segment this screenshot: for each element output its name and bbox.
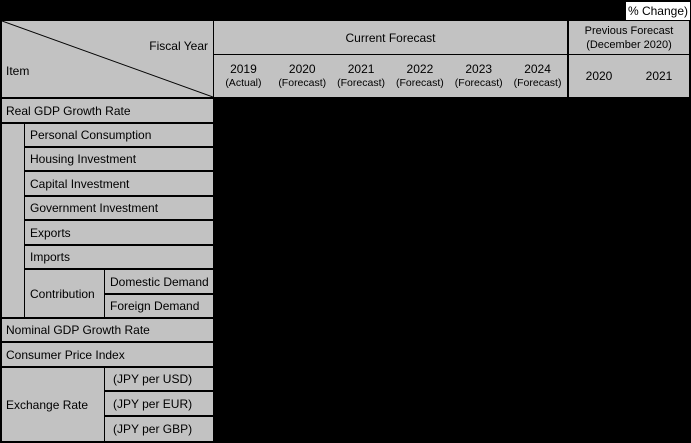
row-real-gdp-growth-rate: Real GDP Growth Rate <box>2 99 213 122</box>
previous-forecast-years-row <box>569 55 689 97</box>
year-type-label: (Actual) <box>225 77 262 89</box>
year-label: 2019 <box>230 62 257 76</box>
row-government-investment: Government Investment <box>25 197 213 219</box>
year-column-2019 <box>214 62 273 90</box>
year-label: 2021 <box>347 62 375 76</box>
row-imports: Imports <box>25 246 213 268</box>
year-column-2023 <box>449 62 508 90</box>
year-column-2021 <box>332 62 391 90</box>
current-forecast-label: Current Forecast <box>345 30 436 45</box>
exchange-rate-cell: Exchange Rate <box>2 368 104 441</box>
contribution-cell: Contribution <box>25 270 104 317</box>
row-consumer-price-index: Consumer Price Index <box>2 343 213 366</box>
current-forecast-years-row <box>214 55 567 97</box>
year-column-2024 <box>508 62 567 90</box>
row-housing-investment: Housing Investment <box>25 148 213 170</box>
row-jpy-per-gbp: (JPY per GBP) <box>105 417 213 441</box>
current-forecast-header <box>214 21 567 54</box>
row-exports: Exports <box>25 221 213 244</box>
previous-forecast-label-line1: Previous Forecast <box>584 24 674 37</box>
row-nominal-gdp-growth-rate: Nominal GDP Growth Rate <box>2 319 213 341</box>
percent-change-label: % Change) <box>627 4 688 18</box>
corner-header-cell <box>2 21 213 97</box>
year-type-label: (Forecast) <box>278 77 327 89</box>
year-label: 2020 <box>288 62 316 76</box>
year-column-2022 <box>390 62 449 90</box>
year-label: 2024 <box>524 62 551 76</box>
percent-change-label-box <box>626 2 690 20</box>
row-jpy-per-eur: (JPY per EUR) <box>105 392 213 415</box>
year-column-2020 <box>273 62 332 90</box>
previous-forecast-header <box>569 21 689 54</box>
row-personal-consumption: Personal Consumption <box>25 124 213 146</box>
row-domestic-demand: Domestic Demand <box>105 270 213 293</box>
year-label: 2022 <box>406 62 434 76</box>
prev-year-column-2021: 2021 <box>645 69 673 83</box>
row-foreign-demand: Foreign Demand <box>105 295 213 317</box>
row-capital-investment: Capital Investment <box>25 172 213 195</box>
item-label: Item <box>6 64 30 78</box>
previous-forecast-label-line2: (December 2020) <box>586 38 672 51</box>
year-type-label: (Forecast) <box>513 77 562 89</box>
year-type-label: (Forecast) <box>337 77 385 89</box>
real-gdp-gutter-cell <box>2 124 24 317</box>
row-jpy-per-usd: (JPY per USD) <box>105 368 213 390</box>
data-values-area-blacked-out <box>215 99 691 441</box>
year-type-label: (Forecast) <box>395 77 444 89</box>
fiscal-year-label: Fiscal Year <box>149 39 208 53</box>
diagonal-divider-line <box>2 21 213 97</box>
prev-year-column-2020: 2020 <box>585 69 613 83</box>
year-label: 2023 <box>465 62 493 76</box>
year-type-label: (Forecast) <box>454 77 503 89</box>
